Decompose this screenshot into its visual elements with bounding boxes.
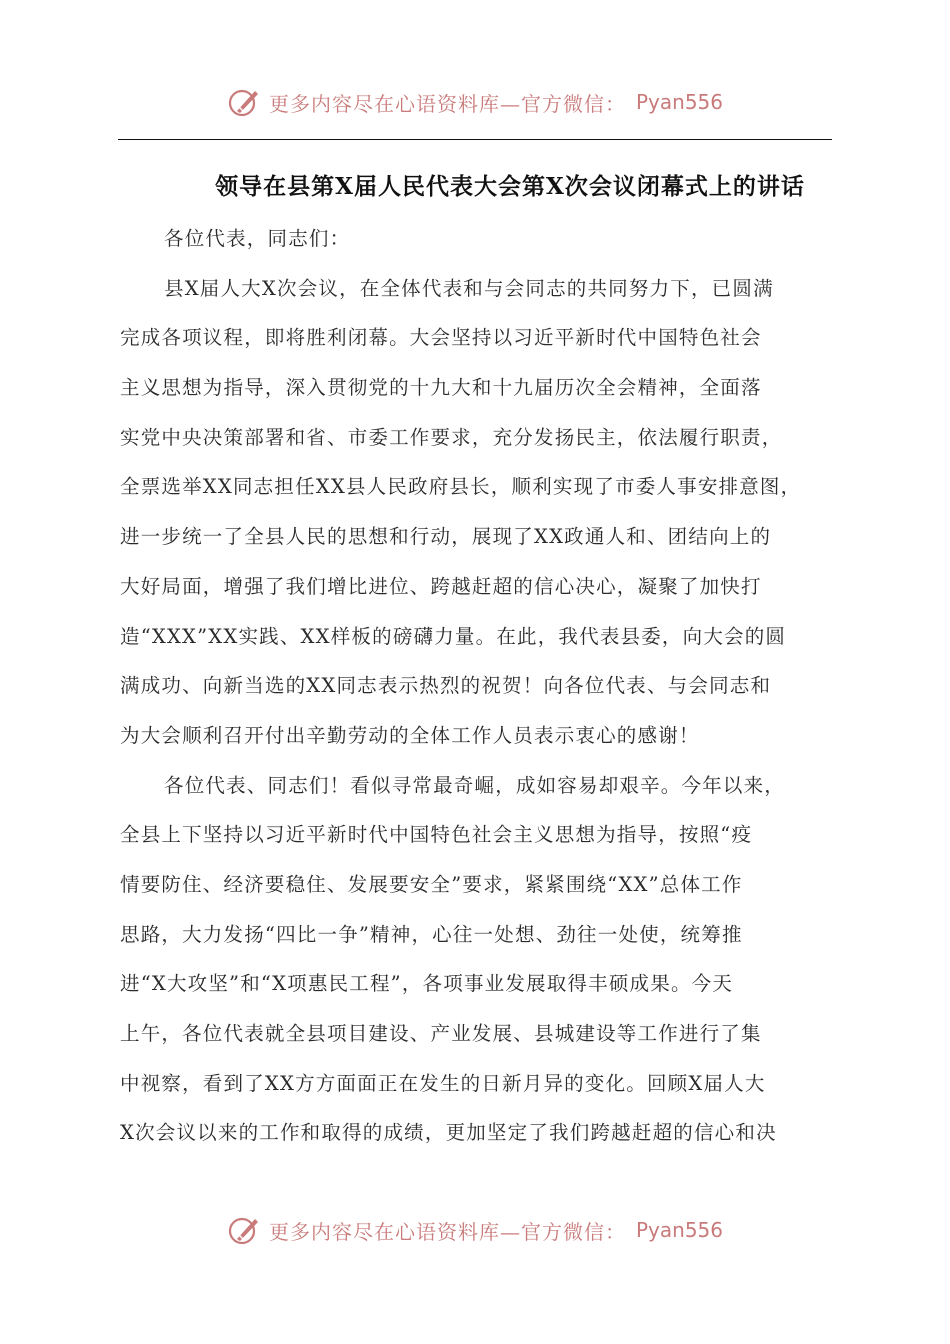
header-divider <box>118 139 832 140</box>
text-line: 全票选举XX同志担任XX县人民政府县长，顺利实现了市委人事安排意图， <box>120 475 802 499</box>
text-line: 各位代表、同志们！看似寻常最奇崛，成如容易却艰辛。今年以来， <box>164 773 786 797</box>
watermark-text: 更多内容尽在心语资料库—官方微信： <box>268 91 626 116</box>
text-line: 进一步统一了全县人民的思想和行动，展现了XX政通人和、团结向上的 <box>120 525 772 549</box>
watermark-text: 更多内容尽在心语资料库—官方微信： <box>268 1219 626 1244</box>
quill-logo-icon <box>227 1213 261 1247</box>
text-line: 主义思想为指导，深入贯彻党的十九大和十九届历次全会精神，全面落 <box>120 376 762 400</box>
text-line: 思路，大力发扬“四比一争”精神，心往一处想、劲往一处使，统筹推 <box>120 922 743 946</box>
header-watermark <box>0 82 950 122</box>
text-line: 情要防住、经济要稳住、发展要安全”要求，紧紧围绕“XX”总体工作 <box>120 872 743 896</box>
text-line: 中视察，看到了XX方方面面正在发生的日新月异的变化。回顾X届人大 <box>120 1071 766 1095</box>
watermark-wechat-id: Pyan556 <box>635 1218 723 1242</box>
document-title: 领导在县第X届人民代表大会第X次会议闭幕式上的讲话 <box>215 173 805 200</box>
document-body <box>120 214 832 1158</box>
text-line: 进“X大攻坚”和“X项惠民工程”，各项事业发展取得丰硕成果。今天 <box>120 972 734 996</box>
text-line: 县X届人大X次会议，在全体代表和与会同志的共同努力下，已圆满 <box>164 276 774 300</box>
watermark-wechat-id: Pyan556 <box>635 90 723 114</box>
text-line: 造“XXX”XX实践、XX样板的磅礴力量。在此，我代表县委，向大会的圆 <box>120 624 787 648</box>
text-line: 各位代表，同志们： <box>164 227 351 250</box>
text-line: X次会议以来的工作和取得的成绩，更加坚定了我们跨越赶超的信心和决 <box>120 1121 777 1145</box>
footer-watermark <box>0 1210 950 1250</box>
text-line: 大好局面，增强了我们增比进位、跨越赶超的信心决心，凝聚了加快打 <box>120 574 762 598</box>
text-line: 全县上下坚持以习近平新时代中国特色社会主义思想为指导，按照“疫 <box>120 823 753 847</box>
quill-logo-icon <box>227 85 261 119</box>
text-line: 上午，各位代表就全县项目建设、产业发展、县城建设等工作进行了集 <box>120 1022 762 1045</box>
text-line: 完成各项议程，即将胜利闭幕。大会坚持以习近平新时代中国特色社会 <box>120 326 762 350</box>
text-line: 满成功、向新当选的XX同志表示热烈的祝贺！向各位代表、与会同志和 <box>120 674 772 698</box>
text-line: 实党中央决策部署和省、市委工作要求，充分发扬民主，依法履行职责， <box>120 425 783 449</box>
text-line: 为大会顺利召开付出辛勤劳动的全体工作人员表示衷心的感谢！ <box>120 723 700 747</box>
